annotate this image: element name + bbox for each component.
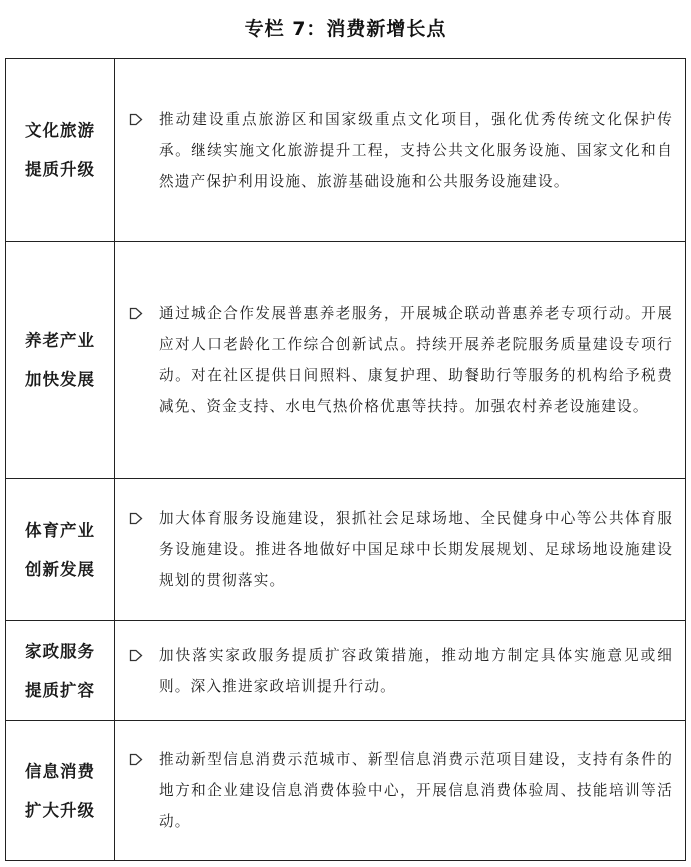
description-text: 加快落实家政服务提质扩容政策措施，推动地方制定具体实施意见或细则。深入推进家政培训提升行动。 bbox=[159, 646, 673, 695]
description-text: 加大体育服务设施建设，狠抓社会足球场地、全民健身中心等公共体育服务设施建设。推进各地做好中国足球中长期发展规划、足球场地设施建设规划的贯彻落实。 bbox=[159, 510, 673, 589]
category-line: 提质升级 bbox=[25, 160, 95, 179]
description-cell bbox=[115, 59, 686, 242]
category-line: 信息消费 bbox=[25, 761, 95, 781]
hollow-arrow-bullet-icon bbox=[129, 298, 159, 320]
category-line: 文化旅游 bbox=[25, 121, 95, 140]
category-line: 加快发展 bbox=[25, 370, 95, 389]
description-cell bbox=[115, 242, 686, 479]
category-cell bbox=[6, 721, 115, 861]
table-row bbox=[6, 621, 686, 721]
category-line: 养老产业 bbox=[25, 331, 95, 350]
table-row bbox=[6, 479, 686, 621]
description-text: 通过城企合作发展普惠养老服务，开展城企联动普惠养老专项行动。开展应对人口老龄化工作综合创新试点。持续开展养老院服务质量建设专项行动。对在社区提供日间照料、康复护理、助餐助行等服务的机构给予税费减免、资金支持、水电气热价格优惠等扶持。加强农村养老设施建设。 bbox=[159, 305, 673, 415]
category-line: 提质扩容 bbox=[25, 680, 95, 700]
feature-table bbox=[5, 58, 686, 861]
hollow-arrow-bullet-icon bbox=[129, 640, 159, 662]
hollow-arrow-bullet-icon bbox=[129, 503, 159, 525]
category-cell bbox=[6, 479, 115, 621]
category-line: 创新发展 bbox=[25, 559, 95, 579]
page-title: 专栏 7：消费新增长点 bbox=[244, 18, 447, 40]
table-row bbox=[6, 721, 686, 861]
table-row bbox=[6, 59, 686, 242]
category-cell bbox=[6, 59, 115, 242]
category-line: 体育产业 bbox=[25, 520, 95, 540]
hollow-arrow-bullet-icon bbox=[129, 744, 159, 766]
category-line: 扩大升级 bbox=[25, 800, 95, 820]
category-cell bbox=[6, 242, 115, 479]
description-text: 推动建设重点旅游区和国家级重点文化项目，强化优秀传统文化保护传承。继续实施文化旅游提升工程，支持公共文化服务设施、国家文化和自然遗产保护利用设施、旅游基础设施和公共服务设施建设。 bbox=[159, 110, 673, 190]
hollow-arrow-bullet-icon bbox=[129, 104, 159, 126]
description-cell bbox=[115, 479, 686, 621]
description-text: 推动新型信息消费示范城市、新型信息消费示范项目建设，支持有条件的地方和企业建设信息消费体验中心，开展信息消费体验周、技能培训等活动。 bbox=[159, 751, 673, 830]
category-line: 家政服务 bbox=[25, 641, 95, 661]
description-cell bbox=[115, 721, 686, 861]
category-cell bbox=[6, 621, 115, 721]
table-row bbox=[6, 242, 686, 479]
description-cell bbox=[115, 621, 686, 721]
